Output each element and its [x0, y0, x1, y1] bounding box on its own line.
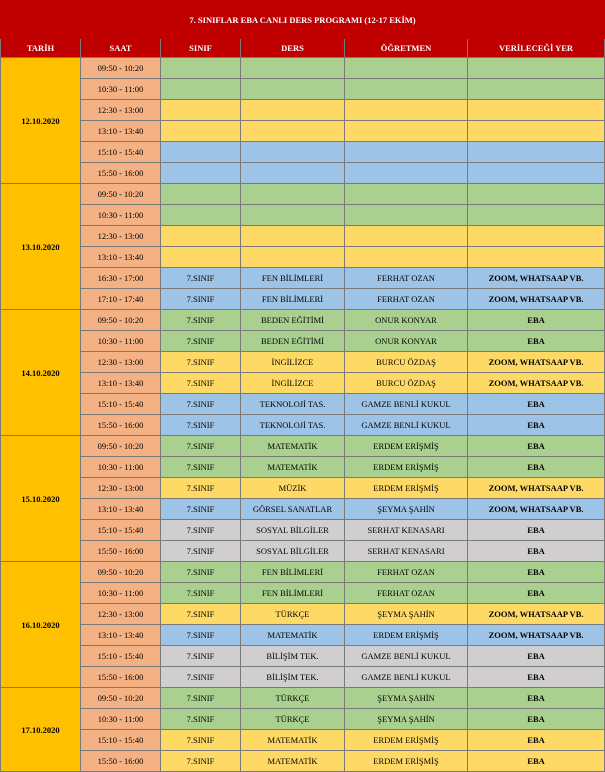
time-cell: 12:30 - 13:00	[81, 604, 161, 625]
class-cell: 7.SINIF	[161, 373, 241, 394]
lesson-cell	[241, 163, 345, 184]
lesson-cell: MATEMATİK	[241, 751, 345, 772]
time-cell: 16:30 - 17:00	[81, 268, 161, 289]
class-cell: 7.SINIF	[161, 415, 241, 436]
lesson-cell: SOSYAL BİLGİLER	[241, 541, 345, 562]
teacher-cell	[345, 163, 468, 184]
place-cell: EBA	[468, 667, 605, 688]
place-cell	[468, 121, 605, 142]
place-cell: EBA	[468, 730, 605, 751]
time-cell: 09:50 - 10:20	[81, 436, 161, 457]
lesson-cell: MATEMATİK	[241, 730, 345, 751]
time-cell: 09:50 - 10:20	[81, 310, 161, 331]
time-cell: 10:30 - 11:00	[81, 457, 161, 478]
class-cell	[161, 226, 241, 247]
teacher-cell: ERDEM ERİŞMİŞ	[345, 751, 468, 772]
class-cell: 7.SINIF	[161, 499, 241, 520]
table-row	[1, 520, 605, 541]
teacher-cell	[345, 100, 468, 121]
class-cell: 7.SINIF	[161, 457, 241, 478]
place-cell: EBA	[468, 562, 605, 583]
time-cell: 10:30 - 11:00	[81, 709, 161, 730]
time-cell: 12:30 - 13:00	[81, 478, 161, 499]
table-row	[1, 415, 605, 436]
lesson-cell: TÜRKÇE	[241, 604, 345, 625]
class-cell: 7.SINIF	[161, 751, 241, 772]
teacher-cell: ERDEM ERİŞMİŞ	[345, 625, 468, 646]
teacher-cell	[345, 79, 468, 100]
lesson-cell: GÖRSEL SANATLAR	[241, 499, 345, 520]
table-row	[1, 247, 605, 268]
teacher-cell: ŞEYMA ŞAHİN	[345, 709, 468, 730]
lesson-cell: FEN BİLİMLERİ	[241, 289, 345, 310]
teacher-cell: ERDEM ERİŞMİŞ	[345, 478, 468, 499]
time-cell: 13:10 - 13:40	[81, 625, 161, 646]
column-header-class: SINIF	[161, 39, 241, 58]
class-cell: 7.SINIF	[161, 310, 241, 331]
place-cell: ZOOM, WHATSAAP VB.	[468, 478, 605, 499]
time-cell: 13:10 - 13:40	[81, 247, 161, 268]
table-row	[1, 583, 605, 604]
class-cell: 7.SINIF	[161, 625, 241, 646]
class-cell: 7.SINIF	[161, 541, 241, 562]
lesson-cell: TÜRKÇE	[241, 688, 345, 709]
place-cell: EBA	[468, 331, 605, 352]
lesson-cell	[241, 79, 345, 100]
date-cell: 13.10.2020	[1, 184, 81, 310]
place-cell: EBA	[468, 394, 605, 415]
place-cell: EBA	[468, 520, 605, 541]
lesson-cell	[241, 142, 345, 163]
class-cell	[161, 163, 241, 184]
table-row	[1, 604, 605, 625]
teacher-cell: ERDEM ERİŞMİŞ	[345, 730, 468, 751]
place-cell	[468, 79, 605, 100]
class-cell	[161, 121, 241, 142]
lesson-cell	[241, 100, 345, 121]
table-row	[1, 79, 605, 100]
place-cell: ZOOM, WHATSAAP VB.	[468, 604, 605, 625]
teacher-cell: ONUR KONYAR	[345, 331, 468, 352]
title-row	[1, 1, 605, 39]
table-row	[1, 184, 605, 205]
column-header-lesson: DERS	[241, 39, 345, 58]
table-row	[1, 499, 605, 520]
time-cell: 13:10 - 13:40	[81, 121, 161, 142]
lesson-cell: BİLİŞİM TEK.	[241, 646, 345, 667]
teacher-cell: FERHAT OZAN	[345, 562, 468, 583]
teacher-cell: ŞEYMA ŞAHİN	[345, 688, 468, 709]
table-row	[1, 310, 605, 331]
teacher-cell: GAMZE BENLİ KUKUL	[345, 646, 468, 667]
class-cell	[161, 142, 241, 163]
teacher-cell: FERHAT OZAN	[345, 268, 468, 289]
time-cell: 10:30 - 11:00	[81, 79, 161, 100]
lesson-cell: MÜZİK	[241, 478, 345, 499]
class-cell: 7.SINIF	[161, 436, 241, 457]
lesson-cell	[241, 121, 345, 142]
place-cell	[468, 247, 605, 268]
teacher-cell: ŞEYMA ŞAHİN	[345, 499, 468, 520]
class-cell: 7.SINIF	[161, 289, 241, 310]
date-cell: 12.10.2020	[1, 58, 81, 184]
time-cell: 10:30 - 11:00	[81, 205, 161, 226]
table-row	[1, 331, 605, 352]
table-row	[1, 457, 605, 478]
class-cell: 7.SINIF	[161, 646, 241, 667]
time-cell: 09:50 - 10:20	[81, 184, 161, 205]
table-row	[1, 667, 605, 688]
lesson-cell: BEDEN EĞİTİMİ	[241, 331, 345, 352]
time-cell: 13:10 - 13:40	[81, 373, 161, 394]
time-cell: 15:10 - 15:40	[81, 520, 161, 541]
lesson-cell: MATEMATİK	[241, 625, 345, 646]
lesson-cell: TÜRKÇE	[241, 709, 345, 730]
class-cell: 7.SINIF	[161, 562, 241, 583]
class-cell: 7.SINIF	[161, 331, 241, 352]
teacher-cell: GAMZE BENLİ KUKUL	[345, 667, 468, 688]
place-cell: EBA	[468, 688, 605, 709]
lesson-cell	[241, 58, 345, 79]
place-cell: ZOOM, WHATSAAP VB.	[468, 373, 605, 394]
place-cell	[468, 58, 605, 79]
place-cell: EBA	[468, 541, 605, 562]
place-cell	[468, 226, 605, 247]
class-cell	[161, 205, 241, 226]
lesson-cell: BEDEN EĞİTİMİ	[241, 310, 345, 331]
lesson-cell: SOSYAL BİLGİLER	[241, 520, 345, 541]
class-cell: 7.SINIF	[161, 478, 241, 499]
date-cell: 14.10.2020	[1, 310, 81, 436]
table-row	[1, 100, 605, 121]
class-cell: 7.SINIF	[161, 604, 241, 625]
teacher-cell: SERHAT KENASARI	[345, 541, 468, 562]
place-cell: ZOOM, WHATSAAP VB.	[468, 268, 605, 289]
table-row	[1, 352, 605, 373]
place-cell: EBA	[468, 709, 605, 730]
table-row	[1, 688, 605, 709]
teacher-cell: SERHAT KENASARI	[345, 520, 468, 541]
lesson-cell: İNGİLİZCE	[241, 352, 345, 373]
teacher-cell: ONUR KONYAR	[345, 310, 468, 331]
class-cell	[161, 100, 241, 121]
teacher-cell: ŞEYMA ŞAHİN	[345, 604, 468, 625]
time-cell: 12:30 - 13:00	[81, 352, 161, 373]
time-cell: 09:50 - 10:20	[81, 562, 161, 583]
class-cell: 7.SINIF	[161, 667, 241, 688]
time-cell: 12:30 - 13:00	[81, 226, 161, 247]
time-cell: 09:50 - 10:20	[81, 58, 161, 79]
lesson-cell	[241, 184, 345, 205]
class-cell	[161, 79, 241, 100]
lesson-cell	[241, 205, 345, 226]
class-cell	[161, 184, 241, 205]
column-header-place: VERİLECEĞİ YER	[468, 39, 605, 58]
date-cell: 16.10.2020	[1, 562, 81, 688]
time-cell: 15:10 - 15:40	[81, 646, 161, 667]
place-cell: EBA	[468, 751, 605, 772]
place-cell	[468, 184, 605, 205]
page-title: 7. SINIFLAR EBA CANLI DERS PROGRAMI (12-17 EKİM)	[1, 1, 605, 39]
teacher-cell: FERHAT OZAN	[345, 289, 468, 310]
time-cell: 13:10 - 13:40	[81, 499, 161, 520]
table-row	[1, 541, 605, 562]
class-cell: 7.SINIF	[161, 688, 241, 709]
table-row	[1, 730, 605, 751]
time-cell: 15:50 - 16:00	[81, 751, 161, 772]
teacher-cell	[345, 247, 468, 268]
teacher-cell	[345, 58, 468, 79]
teacher-cell: GAMZE BENLİ KUKUL	[345, 415, 468, 436]
time-cell: 15:50 - 16:00	[81, 541, 161, 562]
teacher-cell: FERHAT OZAN	[345, 583, 468, 604]
table-row	[1, 205, 605, 226]
place-cell: EBA	[468, 457, 605, 478]
time-cell: 10:30 - 11:00	[81, 583, 161, 604]
teacher-cell: ERDEM ERİŞMİŞ	[345, 436, 468, 457]
table-row	[1, 373, 605, 394]
lesson-cell: TEKNOLOJİ TAS.	[241, 415, 345, 436]
teacher-cell	[345, 205, 468, 226]
teacher-cell	[345, 121, 468, 142]
place-cell: ZOOM, WHATSAAP VB.	[468, 352, 605, 373]
class-cell: 7.SINIF	[161, 520, 241, 541]
lesson-cell	[241, 226, 345, 247]
lesson-cell: İNGİLİZCE	[241, 373, 345, 394]
lesson-cell	[241, 247, 345, 268]
table-row	[1, 289, 605, 310]
class-cell	[161, 58, 241, 79]
table-row	[1, 226, 605, 247]
class-cell: 7.SINIF	[161, 583, 241, 604]
teacher-cell: GAMZE BENLİ KUKUL	[345, 394, 468, 415]
class-cell: 7.SINIF	[161, 709, 241, 730]
table-row	[1, 142, 605, 163]
place-cell: EBA	[468, 415, 605, 436]
table-row	[1, 751, 605, 772]
table-row	[1, 121, 605, 142]
table-row	[1, 478, 605, 499]
class-cell: 7.SINIF	[161, 394, 241, 415]
teacher-cell: BURCU ÖZDAŞ	[345, 373, 468, 394]
table-row	[1, 58, 605, 79]
column-header-time: SAAT	[81, 39, 161, 58]
place-cell	[468, 100, 605, 121]
lesson-cell: FEN BİLİMLERİ	[241, 583, 345, 604]
lesson-cell: MATEMATİK	[241, 457, 345, 478]
table-row	[1, 646, 605, 667]
column-header-teacher: ÖĞRETMEN	[345, 39, 468, 58]
table-row	[1, 436, 605, 457]
time-cell: 10:30 - 11:00	[81, 331, 161, 352]
place-cell: EBA	[468, 646, 605, 667]
class-cell: 7.SINIF	[161, 352, 241, 373]
time-cell: 15:50 - 16:00	[81, 163, 161, 184]
place-cell: ZOOM, WHATSAAP VB.	[468, 499, 605, 520]
time-cell: 15:50 - 16:00	[81, 415, 161, 436]
lesson-cell: FEN BİLİMLERİ	[241, 562, 345, 583]
teacher-cell	[345, 184, 468, 205]
time-cell: 09:50 - 10:20	[81, 688, 161, 709]
time-cell: 15:10 - 15:40	[81, 394, 161, 415]
class-cell: 7.SINIF	[161, 268, 241, 289]
time-cell: 12:30 - 13:00	[81, 100, 161, 121]
teacher-cell: BURCU ÖZDAŞ	[345, 352, 468, 373]
lesson-cell: FEN BİLİMLERİ	[241, 268, 345, 289]
place-cell: EBA	[468, 436, 605, 457]
table-row	[1, 163, 605, 184]
place-cell	[468, 205, 605, 226]
place-cell: ZOOM, WHATSAAP VB.	[468, 625, 605, 646]
time-cell: 17:10 - 17:40	[81, 289, 161, 310]
header-row	[1, 39, 605, 58]
lesson-cell: MATEMATİK	[241, 436, 345, 457]
place-cell: ZOOM, WHATSAAP VB.	[468, 289, 605, 310]
teacher-cell	[345, 226, 468, 247]
lesson-cell: BİLİŞİM TEK.	[241, 667, 345, 688]
class-cell	[161, 247, 241, 268]
column-header-date: TARİH	[1, 39, 81, 58]
table-row	[1, 562, 605, 583]
time-cell: 15:10 - 15:40	[81, 730, 161, 751]
table-row	[1, 709, 605, 730]
table-row	[1, 625, 605, 646]
place-cell: EBA	[468, 583, 605, 604]
place-cell: EBA	[468, 310, 605, 331]
table-row	[1, 394, 605, 415]
date-cell: 15.10.2020	[1, 436, 81, 562]
place-cell	[468, 163, 605, 184]
time-cell: 15:10 - 15:40	[81, 142, 161, 163]
table-row	[1, 268, 605, 289]
place-cell	[468, 142, 605, 163]
teacher-cell: ERDEM ERİŞMİŞ	[345, 457, 468, 478]
time-cell: 15:50 - 16:00	[81, 667, 161, 688]
teacher-cell	[345, 142, 468, 163]
date-cell: 17.10.2020	[1, 688, 81, 772]
schedule-body	[1, 58, 605, 772]
class-cell: 7.SINIF	[161, 730, 241, 751]
lesson-cell: TEKNOLOJİ TAS.	[241, 394, 345, 415]
